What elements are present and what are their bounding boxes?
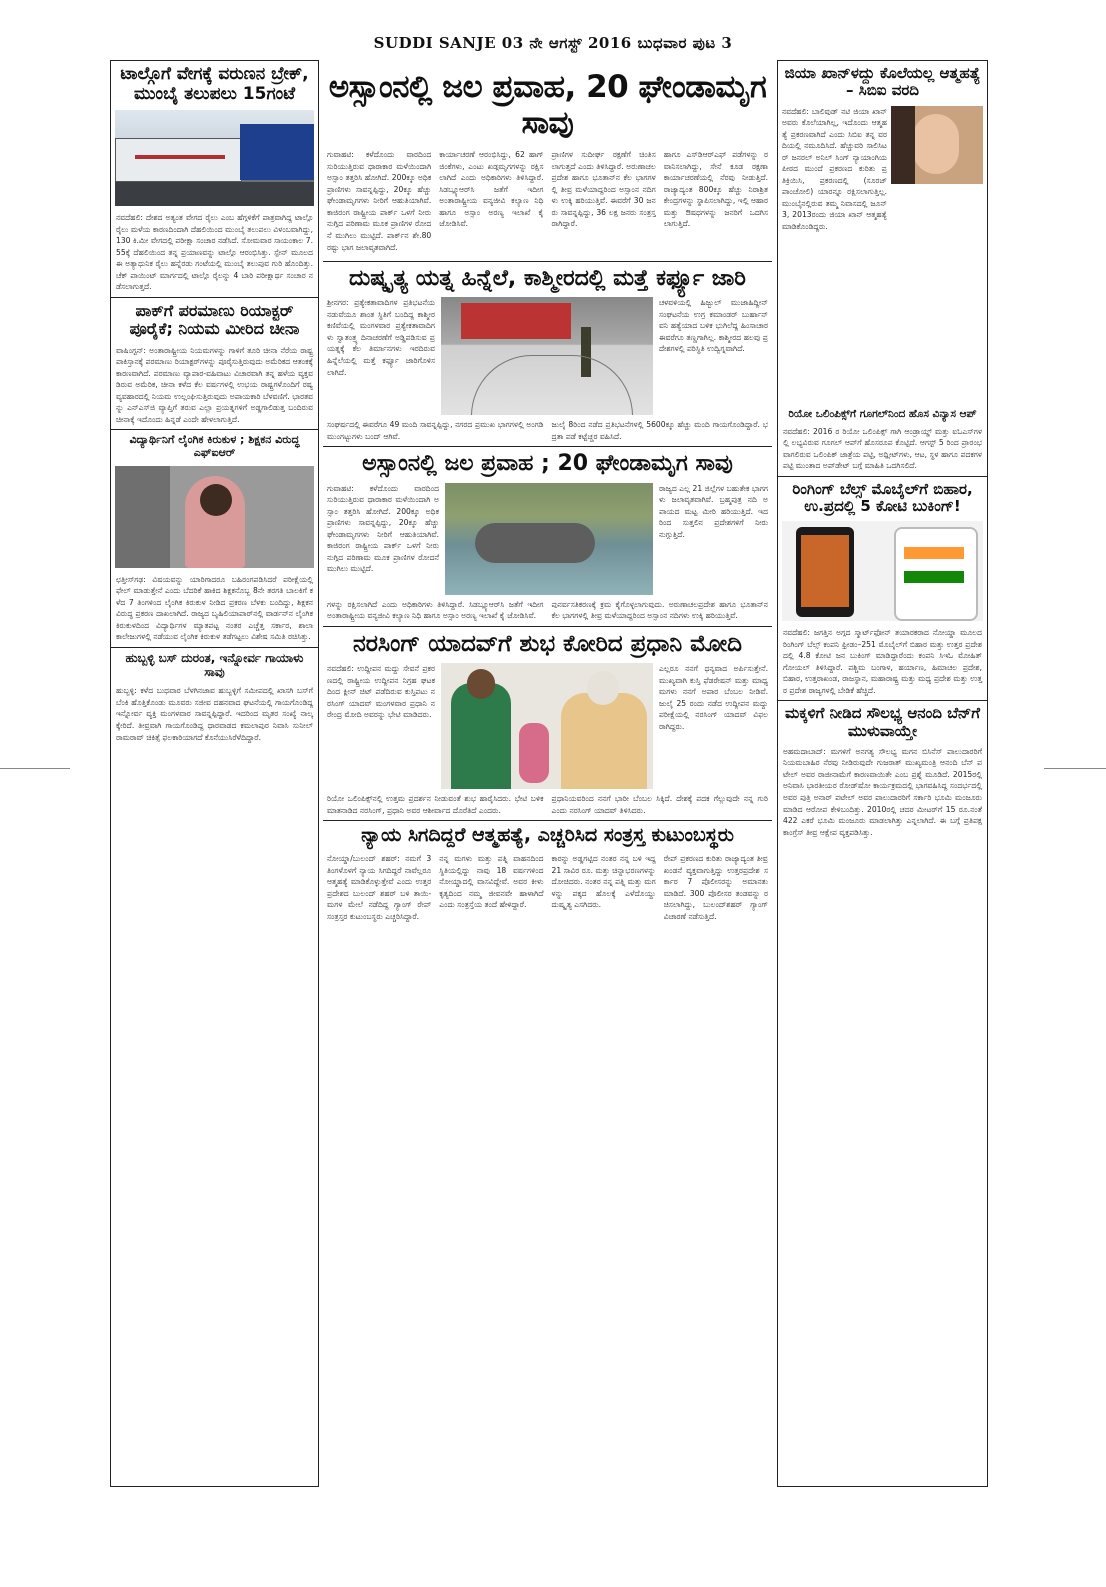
headline-anandiben: ಮಕ್ಕಳಿಗೆ ನೀಡಿದ ಸೌಲಭ್ಯ ಆನಂದಿ ಬೆನ್‌ಗೆ ಮುಳುವಾಯ್ತೇ — [785, 704, 980, 740]
ringing-bells-article: ನವದೆಹಲಿ: ಜಗತ್ತಿನ ಅಗ್ಗದ ಸ್ಮಾರ್ಟ್‌ಫೋನ್ ತಯಾರಕರಾದ ನೋಯ್ಡಾ ಮೂಲದ ರಿಂಗಿಂಗ್ ಬೆಲ್ಸ್ ಕಂಪನಿ ಫ್ರೀಡಂ–251 ಮೊಬೈಲ್‌ಗೆ ಬಿಹಾರ ಮತ್ತು ಉತ್ತರ ಪ್ರದೇಶದಲ್ಲಿ 4.8 ಕೋಟಿ ಜನ ಬುಕಿಂಗ್ ಮಾಡಿದ್ದಾರೆಂದು ಕಂಪನಿ ಸಿಇಓ ಮೋಹಿತ್ ಗೋಯಲ್ ತಿಳಿಸಿದ್ದಾರೆ. ಪಶ್ಚಿಮ ಬಂಗಾಳ, ಹರ್ಯಾಣ, ಹಿಮಾಚಲ ಪ್ರದೇಶ, ಬಿಹಾರ, ಉತ್ತರಾಖಂಡ, ರಾಜಸ್ಥಾನ, ಮಹಾರಾಷ್ಟ್ರ ಮತ್ತು ಮಧ್ಯ ಪ್ರದೇಶ ಮತ್ತು ಉತ್ತರ ಪ್ರದೇಶ ರಾಜ್ಯಗಳಲ್ಲಿ ಬೇಡಿಕೆ ಹೆಚ್ಚಿದೆ. — [783, 628, 982, 695]
rhino-flood-photo — [445, 483, 653, 595]
jiah-article: ನವದೆಹಲಿ: ಬಾಲಿವುಡ್ ನಟಿ ಜಿಯಾ ಖಾನ್ ಅವರು ಕೊಲೆಯಾಗಿಲ್ಲ, ಇದೊಂದು ಆತ್ಮಹತ್ಯೆ ಪ್ರಕರಣವಾಗಿದೆ ಎಂದು ಸಿಬಿಐ ತನ್ನ ವರದಿಯಲ್ಲಿ ನಮೂದಿಸಿದೆ. ಹೆಚ್ಚುವರಿ ಸಾಲಿಸಿಟರ್ ಜನರಲ್ ಅನಿಲ್ ಸಿಂಗ್ ನ್ಯಾಯಾಂಗಿಯ ಪೀಠದ ಮುಂದೆ ಪ್ರಕರಣದ ಕುರಿತು ಪ್ರತಿಕ್ರಿಯಿಸಿ, ಪ್ರಕರಣದಲ್ಲಿ (ಸೂರಜ್ ಪಾಂಚೋಲಿ) ಯಾರನ್ನೂ ರಕ್ಷಿಸಲಾಗುತ್ತಿಲ್ಲ. ಮುಂಬೈನಲ್ಲಿರುವ ತಮ್ಮ ನಿವಾಸದಲ್ಲಿ ಜೂನ್ 3, 2013ರಂದು ಜಿಯಾ ಖಾನ್ ಆತ್ಮಹತ್ಯೆ ಮಾಡಿಕೊಂಡಿದ್ದರು. — [782, 106, 887, 231]
bulandshahr-col3: ಕಾರನ್ನು ಅಡ್ಡಗಟ್ಟಿದ ನಂತರ ನನ್ನ ಬಳಿ ಇದ್ದ 21 ಸಾವಿರ ರೂ. ಮತ್ತು ಚಿನ್ನಾಭರಣಗಳನ್ನು ದೋಚಿದರು. ನಂತರ ನನ್ನ ಪತ್ನಿ ಮತ್ತು ಮಗಳನ್ನು ಪಕ್ಕದ ಹೊಲಕ್ಕೆ ಎಳೆದೊಯ್ದು ದುಷ್ಕೃತ್ಯ ಎಸಗಿದರು. — [551, 854, 656, 910]
modi-col1: ನವದೆಹಲಿ: ಉದ್ದೀಪನ ಮದ್ದು ಸೇವನೆ ಪ್ರಕರಣದಲ್ಲಿ ರಾಷ್ಟ್ರೀಯ ಉದ್ದೀಪನ ನಿಗ್ರಹ ಘಟಕದಿಂದ ಕ್ಲೀನ್ ಚಿಟ್ ಪಡೆದಿರುವ ಕುಸ್ತಿಪಟು ನರಸಿಂಗ್ ಯಾದವ್ ಮಂಗಳವಾರ ಪ್ರಧಾನಿ ನರೇಂದ್ರ ಮೋದಿ ಅವರನ್ನು ಭೇಟಿ ಮಾಡಿದರು. — [327, 664, 435, 720]
modi-lower-col1: ರಿಯೋ ಒಲಿಂಪಿಕ್ಸ್‌ನಲ್ಲಿ ಉತ್ತಮ ಪ್ರದರ್ಶನ ನೀಡುವಂತೆ ಶುಭ ಹಾರೈಸಿದರು. ಭೇಟಿ ಬಳಿಕ ಮಾತನಾಡಿದ ನರಸಿಂಗ್, ಪ್ರಧಾನಿ ಅವರ ಆಶೀರ್ವಾದ ದೊರೆತಿದೆ ಎಂದರು. — [327, 794, 544, 815]
headline-bus-tragedy: ಹುಬ್ಬಳ್ಳಿ ಬಸ್ ದುರಂತ, ಇನ್ನೋರ್ವ ಗಾಯಾಳು ಸಾವು — [125, 650, 304, 679]
anandiben-article: ಅಹಮದಾಬಾದ್: ಮಗಳಿಗೆ ಅನಗತ್ಯ ಸೌಲಭ್ಯ ಮಗನ ಬಿಸಿನೆಸ್ ಪಾಲುದಾರರಿಗೆ ನಿಯಮಬಾಹಿರ ನೆರವು ನೀಡಿರುವುದೇ ಗುಜರಾತ್ ಮುಖ್ಯಮಂತ್ರಿ ಆನಂದಿ ಬೆನ್ ಪಟೇಲ್ ಅವರ ರಾಜೀನಾಮೆಗೆ ಕಾರಣವಾಯಿತೇ ಎಂಬ ಪ್ರಶ್ನೆ ಮೂಡಿದೆ. 2015ರಲ್ಲಿ ಅನಿವಾಸಿ ಭಾರತೀಯರ ರೋಡ್‌ಷೋ ಕಾರ್ಯಕ್ರಮದಲ್ಲಿ ಭಾಗವಹಿಸಿದ್ದ ಸಂದರ್ಭದಲ್ಲಿ ಅವರ ಪುತ್ರಿ ಅನಾರ್ ಪಟೇಲ್ ಅವರ ಪಾಲುದಾರರಿಗೆ ಸರ್ಕಾರಿ ಭೂಮಿ ಮಂಜೂರು ಮಾಡಿದ ಆರೋಪ ಕೇಳಿಬಂದಿತ್ತು. 2010ರಲ್ಲಿ ಚದರ ಮೀಟರ್‌ಗೆ 15 ರೂ.ನಂತೆ 422 ಎಕರೆ ಭೂಮಿ ಮಂಜೂರು ಮಾಡಲಾಗಿತ್ತು ಎನ್ನಲಾಗಿದೆ. ಈ ಬಗ್ಗೆ ಪ್ರತಿಪಕ್ಷ ಕಾಂಗ್ರೆಸ್ ತೀವ್ರ ಆಕ್ಷೇಪ ವ್ಯಕ್ತಪಡಿಸಿತ್ತು. — [783, 746, 982, 837]
divider — [323, 626, 772, 627]
divider — [778, 700, 987, 701]
divider — [111, 429, 318, 430]
modi-lower-col2: ಪ್ರಧಾನಿಯವರಿಂದ ನನಗೆ ಭಾರೀ ಬೆಂಬಲ ಸಿಕ್ಕಿದೆ. ದೇಶಕ್ಕೆ ಪದಕ ಗೆಲ್ಲುವುದೇ ನನ್ನ ಗುರಿ ಎಂದು ನರಸಿಂಗ್ ಯಾದವ್ ತಿಳಿಸಿದರು. — [551, 794, 768, 815]
modi-narsingh-photo — [441, 663, 653, 789]
kashmir-curfew-photo — [441, 297, 653, 415]
kashmir-lower — [323, 415, 772, 442]
assam-lead-col2: ಕಾರ್ಯಾಚರಣೆ ಆರಂಭಿಸಿದ್ದು, 62 ಹಾಗ್ ಜಿಂಕೆಗಳು, ಎಂಟು ಖಡ್ಗಮೃಗಗಳನ್ನು ರಕ್ಷಿಸಲಾಗಿದೆ ಎಂದು ಅಧಿಕಾರಿಗಳು ತಿಳಿಸಿದ್ದಾರೆ. ಸಿಡಬ್ಲ್ಯೂಆರ್‌ಸಿ ಜತೆಗೆ ಇದೀಗ ಅಂತಾರಾಷ್ಟ್ರೀಯ ವನ್ಯಜೀವಿ ಕಲ್ಯಾಣ ನಿಧಿ ಹಾಗೂ ಅಸ್ಸಾಂ ಅರಣ್ಯ ಇಲಾಖೆ ಕೈ ಜೋಡಿಸಿವೆ. — [439, 150, 544, 229]
jiah-block — [778, 106, 987, 406]
assam2-block — [323, 483, 772, 595]
margin-rule-left — [0, 768, 70, 769]
assam2-col3: ರಾಜ್ಯದ ಎಲ್ಲ 21 ಜಿಲ್ಲೆಗಳ ಬಹುತೇಕ ಭಾಗಗಳು ಜಲಾವೃತವಾಗಿವೆ. ಬ್ರಹ್ಮಪುತ್ರ ನದಿ ಅಪಾಯದ ಮಟ್ಟ ಮೀರಿ ಹರಿಯುತ್ತಿದೆ. ಇದರಿಂದ ಸುತ್ತಲಿನ ಪ್ರದೇಶಗಳಿಗೆ ನೀರು ನುಗ್ಗುತ್ತಿದೆ. — [659, 483, 768, 539]
headline-assam-flood: ಅಸ್ಸಾಂನಲ್ಲಿ ಜಲ ಪ್ರವಾಹ, 20 ಘೇಂಡಾಮೃಗ ಸಾವು — [328, 69, 767, 141]
left-column — [110, 60, 319, 1487]
center-column — [323, 60, 772, 1487]
bulandshahr-col1: ನೋಯ್ಡಾ/ಬುಲಂದ್ ಶಹರ್: ನಮಗೆ 3 ತಿಂಗಳೊಳಗೆ ನ್ಯಾಯ ಸಿಗದಿದ್ದರೆ ನಾವೆಲ್ಲರೂ ಆತ್ಮಹತ್ಯೆ ಮಾಡಿಕೊಳ್ಳುತ್ತೇವೆ ಎಂದು ಉತ್ತರಪ್ರದೇಶದ ಬುಲಂದ್ ಶಹರ್ ಬಳಿ ತಾಯಿ-ಮಗಳ ಮೇಲೆ ನಡೆದಿದ್ದ ಗ್ಯಾಂಗ್ ರೇಪ್ ಸಂತ್ರಸ್ತರ ಕುಟುಂಬಸ್ಥರು ಎಚ್ಚರಿಸಿದ್ದಾರೆ. — [327, 854, 432, 921]
bulandshahr-col2: ನನ್ನ ಮಗಳು ಮತ್ತು ಪತ್ನಿ ವಾಹನದಿಂದ ಸ್ಥಿತಿಯಲ್ಲಿದ್ದು ನಾವು 18 ವರ್ಷಗಳಿಂದ ನೋಯ್ಡಾದಲ್ಲಿ ವಾಸವಿದ್ದೇವೆ. ಅವರ ಕೀಳು ಕೃತ್ಯದಿಂದ ನಮ್ಮ ಜೀವನವೇ ಹಾಳಾಗಿದೆ ಎಂದು ಸಂತ್ರಸ್ತೆಯ ತಂದೆ ಹೇಳಿದ್ದಾರೆ. — [439, 854, 544, 910]
assam-lead-col4: ಹಾಗೂ ಎಸ್‌ಡಿಆರ್‌ಎಫ್ ಪಡೆಗಳನ್ನು ರವಾನಿಸಲಾಗಿದ್ದು, ಸೇನೆ ಕೂಡ ರಕ್ಷಣಾ ಕಾರ್ಯಾಚರಣೆಯಲ್ಲಿ ನೆರವು ನೀಡುತ್ತಿದೆ. ರಾಜ್ಯಾದ್ಯಂತ 800ಕ್ಕೂ ಹೆಚ್ಚು ನಿರಾಶ್ರಿತ ಕೇಂದ್ರಗಳನ್ನು ಸ್ಥಾಪಿಸಲಾಗಿದ್ದು, ಇಲ್ಲಿ ಆಹಾರ ಮತ್ತು ಔಷಧಗಳನ್ನು ಜನರಿಗೆ ಒದಗಿಸಲಾಗುತ್ತಿದೆ. — [663, 150, 768, 229]
assam2-lower-col1: ಗಳನ್ನು ರಕ್ಷಿಸಲಾಗಿದೆ ಎಂದು ಅಧಿಕಾರಿಗಳು ತಿಳಿಸಿದ್ದಾರೆ. ಸಿಡಬ್ಲ್ಯೂಆರ್‌ಸಿ ಜತೆಗೆ ಇದೀಗ ಅಂತಾರಾಷ್ಟ್ರೀಯ ವನ್ಯಜೀವಿ ಕಲ್ಯಾಣ ನಿಧಿ ಹಾಗೂ ಅಸ್ಸಾಂ ಅರಣ್ಯ ಇಲಾಖೆ ಕೈ ಜೋಡಿಸಿವೆ. — [327, 599, 544, 621]
headline-ringing-bells: ರಿಂಗಿಂಗ್ ಬೆಲ್ಸ್ ಮೊಬೈಲ್‌ಗೆ ಬಿಹಾರ, ಉ.ಪ್ರದಲ್ಲಿ 5 ಕೋಟಿ ಬುಕಿಂಗ್! — [792, 479, 973, 515]
headline-kashmir-curfew: ದುಷ್ಕೃತ್ಯ ಯತ್ನ ಹಿನ್ನೆಲೆ, ಕಾಶ್ಮೀರದಲ್ಲಿ ಮತ್ತೆ ಕರ್ಫ್ಯೂ ಜಾರಿ — [349, 266, 746, 292]
headline-talgo: ಟಾಲ್ಗೊಗೆ ವೇಗಕ್ಕೆ ವರುಣನ ಬ್ರೇಕ್, ಮುಂಬೈ ತಲುಪಲು 15ಗಂಟೆ — [120, 64, 309, 104]
headline-harassment: ವಿದ್ಯಾರ್ಥಿನಿಗೆ ಲೈಂಗಿಕ ಕಿರುಕುಳ ; ಶಿಕ್ಷಕನ ವಿರುದ್ಧ ಎಫ್‌ಐಆರ್ — [129, 433, 300, 459]
assam-lead-columns — [323, 149, 772, 253]
bus-tragedy-article: ಹುಬ್ಬಳ್ಳಿ: ಕಳೆದ ಬುಧವಾರ ಬೆಳಗಿನಜಾವ ಹುಬ್ಬಳ್ಳಿಗೆ ಸಮೀಪದಲ್ಲಿ ಖಾಸಗಿ ಬಸ್‌ಗೆ ಬೆಂಕಿ ಹೊತ್ತಿಕೊಂಡು ಮೂವರು ಸಜೀವ ದಹನವಾದ ಘಟನೆಯಲ್ಲಿ ಗಾಯಗೊಂಡಿದ್ದ ಇನ್ನೋರ್ವ ವ್ಯಕ್ತಿ ಮಂಗಳವಾರ ಸಾವನ್ನಪ್ಪಿದ್ದಾರೆ. ಇದರಿಂದ ಮೃತರ ಸಂಖ್ಯೆ ನಾಲ್ಕಕ್ಕೇರಿದೆ. ತೀವ್ರವಾಗಿ ಗಾಯಗೊಂಡಿದ್ದ ಧಾರವಾಡದ ಕಮಲಾಪುರ ನಿವಾಸಿ ಸುನೀಲ್ ರಾಮರಾವ್ ಚಿಕಿತ್ಸೆ ಫಲಕಾರಿಯಾಗದೆ ಕೊನೆಯುಸಿರೆಳೆದಿದ್ದಾರೆ. — [116, 686, 313, 742]
assam-lead-col1: ಗುವಾಹಟಿ: ಕಳೆದೊಂದು ವಾರದಿಂದ ಸುರಿಯುತ್ತಿರುವ ಧಾರಾಕಾರ ಮಳೆಯಿಂದಾಗಿ ಅಸ್ಸಾಂ ತತ್ತರಿಸಿ ಹೋಗಿದೆ. 200ಕ್ಕೂ ಅಧಿಕ ಪ್ರಾಣಿಗಳು ಸಾವನ್ನಪ್ಪಿದ್ದು, 20ಕ್ಕೂ ಹೆಚ್ಚು ಘೇಂಡಾಮೃಗಗಳು ನೀರಿಗೆ ಆಹುತಿಯಾಗಿವೆ. ಕಾಜಿರಂಗ ರಾಷ್ಟ್ರೀಯ ಪಾರ್ಕ್ ಒಳಗೆ ನೀರು ನುಗ್ಗಿದ ಪರಿಣಾಮ ಮೂಕ ಪ್ರಾಣಿಗಳ ರೋದನೆ ಮುಗಿಲು ಮುಟ್ಟಿದೆ. ಪಾರ್ಕ್‌ನ ಶೇ.80 ರಷ್ಟು ಭಾಗ ಜಲಾವೃತವಾಗಿದೆ. — [327, 150, 432, 252]
divider — [323, 261, 772, 262]
headline-china-pak: ಪಾಕ್‌ಗೆ ಪರಮಾಣು ರಿಯಾಕ್ಟರ್ ಪೂರೈಕೆ; ನಿಯಮ ಮೀರಿದ ಚೀನಾ — [129, 300, 300, 339]
modi-block — [323, 663, 772, 789]
assam2-col1: ಗುವಾಹಟಿ: ಕಳೆದೊಂದು ವಾರದಿಂದ ಸುರಿಯುತ್ತಿರುವ ಧಾರಾಕಾರ ಮಳೆಯಿಂದಾಗಿ ಅಸ್ಸಾಂ ತತ್ತರಿಸಿ ಹೋಗಿದೆ. 200ಕ್ಕೂ ಅಧಿಕ ಪ್ರಾಣಿಗಳು ಸಾವನ್ನಪ್ಪಿದ್ದು, 20ಕ್ಕೂ ಹೆಚ್ಚು ಘೇಂಡಾಮೃಗಗಳು ನೀರಿಗೆ ಆಹುತಿಯಾಗಿವೆ. ಕಾಜಿರಂಗ ರಾಷ್ಟ್ರೀಯ ಪಾರ್ಕ್ ಒಳಗೆ ನೀರು ನುಗ್ಗಿದ ಪರಿಣಾಮ ಮೂಕ ಪ್ರಾಣಿಗಳ ರೋದನೆ ಮುಗಿಲು ಮುಟ್ಟಿದೆ. — [327, 483, 439, 574]
smartphone-photo — [782, 521, 983, 621]
kashmir-lower-col2: ಜುಲೈ 8ರಿಂದ ನಡೆದ ಪ್ರತಿಭಟನೆಗಳಲ್ಲಿ 5600ಕ್ಕೂ ಹೆಚ್ಚು ಮಂದಿ ಗಾಯಗೊಂಡಿದ್ದಾರೆ. ಭದ್ರತಾ ಪಡೆ ಕಟ್ಟೆಚ್ಚರ ವಹಿಸಿದೆ. — [551, 420, 768, 441]
divider — [778, 476, 987, 477]
assam-lead-col3: ಪ್ರಾಣಿಗಳ ಸುದೀರ್ಘ ರಕ್ಷಣೆಗೆ ಚಿಂತಿಸಲಾಗುತ್ತದೆ ಎಂದು ತಿಳಿಸಿದ್ದಾರೆ. ಅರುಣಾಚಲಪ್ರದೇಶ ಹಾಗೂ ಭೂತಾನ್‌ನ ಕೆಲ ಭಾಗಗಳಲ್ಲಿ ತೀವ್ರ ಮಳೆಯಾದ್ದರಿಂದ ಅಸ್ಸಾಂನ ನದಿಗಳು ಉಕ್ಕಿ ಹರಿಯುತ್ತಿವೆ. ಈವರೆಗೆ 30 ಜನರು ಸಾವನ್ನಪ್ಪಿದ್ದು, 36 ಲಕ್ಷ ಜನರು ಸಂತ್ರಸ್ತರಾಗಿದ್ದಾರೆ. — [551, 150, 656, 229]
headline-jiah-khan: ಜಿಯಾ ಖಾನ್‌ಳದ್ದು ಕೊಲೆಯಲ್ಲ ಆತ್ಮಹತ್ಯೆ – ಸಿಬಿಐ ವರದಿ — [784, 64, 981, 100]
right-column — [777, 60, 988, 1487]
kashmir-col3: ಚಳವಳಿಯಲ್ಲಿ ಹಿಜ್ಬುಲ್ ಮುಜಾಹಿದ್ದೀನ್ ಸಂಘಟನೆಯ ಉಗ್ರ ಕಮಾಂಡರ್ ಬುರ್ಹಾನ್ ವನಿ ಹತ್ಯೆಯಾದ ಬಳಿಕ ಭುಗಿಲೆದ್ದ ಹಿಂಸಾಚಾರ ಈವರೆಗೂ ತಣ್ಣಗಾಗಿಲ್ಲ. ಕಾಶ್ಮೀರದ ಹಲವು ಪ್ರದೇಶಗಳಲ್ಲಿ ಪರಿಸ್ಥಿತಿ ಉದ್ವಿಗ್ನವಾಗಿದೆ. — [659, 298, 768, 354]
margin-rule-right — [1044, 768, 1106, 769]
headline-modi-narsingh: ನರಸಿಂಗ್ ಯಾದವ್‌ಗೆ ಶುಭ ಕೋರಿದ ಪ್ರಧಾನಿ ಮೋದಿ — [352, 630, 743, 657]
assam2-lower-col2: ಪುನರ್ವಸತಿಕರಣಕ್ಕೆ ಕ್ರಮ ಕೈಗೊಳ್ಳಲಾಗುವುದು. ಅರುಣಾಚಲಪ್ರದೇಶ ಹಾಗೂ ಭೂತಾನ್‌ನ ಕೆಲ ಭಾಗಗಳಲ್ಲಿ ತೀವ್ರ ಮಳೆಯಾದ್ದರಿಂದ ಅಸ್ಸಾಂನ ನದಿಗಳು ಉಕ್ಕಿ ಹರಿಯುತ್ತಿವೆ. — [551, 599, 768, 621]
kashmir-lower-col1: ಸಂಘರ್ಷದಲ್ಲಿ ಈವರೆಗೂ 49 ಮಂದಿ ಸಾವನ್ನಪ್ಪಿದ್ದು, ನಗರದ ಪ್ರಮುಖ ಭಾಗಗಳಲ್ಲಿ ಅಂಗಡಿ ಮುಂಗಟ್ಟುಗಳು ಬಂದ್ ಆಗಿವೆ. — [327, 420, 544, 441]
google-rio-article: ನವದೆಹಲಿ: 2016 ರ ರಿಯೋ ಒಲಿಂಪಿಕ್ಸ್ ಗಾಗಿ ಆಂಡ್ರಾಯ್ಡ್ ಮತ್ತು ಐಓಎಸ್‌ಗಳಲ್ಲಿ ಲಭ್ಯವಿರುವ ಗೂಗಲ್ ಆಪ್‌ಗೆ ಹೊಸರೂಪ ಕೊಟ್ಟಿದೆ. ಆಗಸ್ಟ್ 5 ರಿಂದ ಪ್ರಾರಂಭವಾಗಲಿರುವ ಒಲಿಂಪಿಕ್ ಜಾತ್ರೆಯ ಪಟ್ಟಿ, ಅಥ್ಲೀಟ್‌ಗಳು, ಆಟ, ಸ್ಥಳ ಹಾಗೂ ಪದಕಗಳ ಪಟ್ಟಿ ಮುಂತಾದ ಅಪ್‌ಡೇಟ್ ಬಗ್ಗೆ ಮಾಹಿತಿ ಒದಗಿಸಲಿದೆ. — [783, 426, 982, 471]
assam2-lower — [323, 595, 772, 622]
talgo-article: ನವದೆಹಲಿ: ದೇಶದ ಅತ್ಯಂತ ವೇಗದ ರೈಲು ಎಂಬ ಹೆಗ್ಗಳಿಕೆಗೆ ಪಾತ್ರವಾಗಿದ್ದ ಟಾಲ್ಗೊ ರೈಲು ಮಳೆಯ ಕಾರಣದಿಂದಾಗಿ ದೆಹಲಿಯಿಂದ ಮುಂಬೈ ತಲುಪಲು ವಿಳಂಬವಾಗಿದ್ದು, 130 ಕಿ.ಮೀ ವೇಗದಲ್ಲಿ ಪರೀಕ್ಷಾ ಸಂಚಾರ ನಡೆಸಿದೆ. ಸೋಮವಾರ ಸಾಯಂಕಾಲ 7.55ಕ್ಕೆ ದೆಹಲಿಯಿಂದ ತನ್ನ ಪ್ರಯಾಣವನ್ನು ಟಾಲ್ಗೊ ಆರಂಭಿಸಿತ್ತು. ಸ್ಪೇನ್ ಮೂಲದ ಈ ಅತ್ಯಾಧುನಿಕ ರೈಲು ಹನ್ನೆರಡು ಗಂಟೆಯಲ್ಲಿ ಮುಂಬೈ ತಲುಪುವ ಗುರಿ ಹೊಂದಿತ್ತು. ಚೆಕ್ ಪಾಯಿಂಟ್ ಮಾರ್ಗದಲ್ಲಿ ಟಾಲ್ಗೊ ರೈಲನ್ನು 4 ಬಾರಿ ಪರೀಕ್ಷಾರ್ಥ ಸಂಚಾರ ನಡೆಸಲಾಗುತ್ತದೆ. — [116, 213, 313, 292]
divider — [323, 820, 772, 821]
divider — [111, 297, 318, 298]
headline-bulandshahr: ನ್ಯಾಯ ಸಿಗದಿದ್ದರೆ ಆತ್ಮಹತ್ಯೆ, ಎಚ್ಚರಿಸಿದ ಸಂತ್ರಸ್ತ ಕುಟುಂಬಸ್ಥರು — [361, 824, 734, 847]
divider — [111, 647, 318, 648]
harassment-illustration — [115, 466, 314, 568]
headline-assam-flood-2: ಅಸ್ಸಾಂನಲ್ಲಿ ಜಲ ಪ್ರವಾಹ ; 20 ಘೇಂಡಾಮೃಗ ಸಾವು — [362, 451, 733, 477]
headline-google-rio: ರಿಯೋ ಒಲಿಂಪಿಕ್ಸ್‌ಗೆ ಗೂಗಲ್‌ನಿಂದ ಹೊಸ ವಿನ್ಯಾಸ ಆಪ್ — [788, 407, 977, 420]
masthead: SUDDI SANJE 03 ನೇ ಆಗಸ್ಟ್ 2016 ಬುಧವಾರ ಪುಟ 3 — [373, 34, 733, 52]
train-photo — [115, 110, 314, 206]
harassment-article: ಛತ್ತೀಸ್‌ಗಢ: ವಿಷಯವನ್ನು ಯಾರಿಗಾದರೂ ಬಹಿರಂಗಪಡಿಸಿದರೆ ಪರೀಕ್ಷೆಯಲ್ಲಿ ಫೇಲ್ ಮಾಡುತ್ತೇನೆ ಎಂದು ಬೆದರಿಕೆ ಹಾಕಿದ ಶಿಕ್ಷಕನೊಬ್ಬ 8ನೇ ತರಗತಿ ಬಾಲಕಿಗೆ ಕಳೆದ 7 ತಿಂಗಳಿಂದ ಲೈಂಗಿಕ ಕಿರುಕುಳ ನೀಡಿದ ಪ್ರಕರಣ ಬೆಳಕು ಬಂದಿದ್ದು, ಶಿಕ್ಷಕನ ವಿರುದ್ಧ ಪ್ರಕರಣ ದಾಖಲಾಗಿದೆ. ರಾಜ್ಯದ ಬೃಹಿಲಿಯಾಪಾರ್‌ನಲ್ಲಿ ವಾರ್ಡನ್‌ನ ಲೈಂಗಿಕ ಕಿರುಕುಳದಿಂದ ವಿದ್ಯಾರ್ಥಿಗಳ ಮ್ಯಾತಪಟ್ಟ ನಂತರ ಎಚ್ಚೆತ್ತ ಸರ್ಕಾರ, ಶಾಲಾ ಕಾಲೇಜುಗಳಲ್ಲಿ ನಡೆಯುವ ಲೈಂಗಿಕ ಕಿರುಕುಳ ತಡೆಗಟ್ಟಲು ವಿಶೇಷ ಸಮಿತಿ ರಚಿಸಿತ್ತು. — [116, 574, 313, 642]
kashmir-col1: ಶ್ರೀನಗರ: ಪ್ರತ್ಯೇಕತಾವಾದಿಗಳ ಪ್ರತಿಭಟನೆಯ ನಡುವೆಯೂ ಶಾಂತ ಸ್ಥಿತಿಗೆ ಬಂದಿದ್ದ ಕಾಶ್ಮೀರ ಕಣಿವೆಯಲ್ಲಿ ಮಂಗಳವಾರ ಪ್ರತ್ಯೇಕತಾವಾದಿಗಳು ಸ್ವಾತಂತ್ರ್ಯ ದಿನಾಚರಣೆಗೆ ಅಡ್ಡಿಪಡಿಸುವ ಪ್ರಯತ್ನಕ್ಕೆ ಕೆಲ ತಿರ್ಮಾನಗಳು ಇರದಿರುವ ಹಿನ್ನೆಲೆಯಲ್ಲಿ ಮತ್ತೆ ಕರ್ಫ್ಯೂ ಜಾರಿಗೊಳಿಸಲಾಗಿದೆ. — [327, 298, 435, 377]
jiah-khan-photo — [891, 106, 983, 184]
modi-lower — [323, 789, 772, 816]
modi-col3: ಎಲ್ಲರೂ ನನಗೆ ಧನ್ಯವಾದ ಅರ್ಪಿಸುತ್ತೇನೆ. ಮುಖ್ಯವಾಗಿ ಕುಸ್ತಿ ಫೆಡರೇಷನ್ ಮತ್ತು ಮಾಧ್ಯಮಗಳು ನನಗೆ ಅಪಾರ ಬೆಂಬಲ ನೀಡಿವೆ. ಜುಲೈ 25 ರಂದು ನಡೆದ ಉದ್ದೀಪನ ಮದ್ದು ಪರೀಕ್ಷೆಯಲ್ಲಿ ನರಸಿಂಗ್ ಯಾದವ್ ವಿಫಲರಾಗಿದ್ದರು. — [659, 664, 768, 731]
bulandshahr-col4: ರೇಪ್ ಪ್ರಕರಣದ ಕುರಿತು ರಾಜ್ಯಾದ್ಯಂತ ತೀವ್ರ ಖಂಡನೆ ವ್ಯಕ್ತವಾಗುತ್ತಿದ್ದು ಉತ್ತರಪ್ರದೇಶ ಸರ್ಕಾರ 7 ಪೊಲೀಸರನ್ನು ಅಮಾನತು ಮಾಡಿದೆ. 300 ಪೊಲೀಸರ ತಂಡವನ್ನು ರಚಿಸಲಾಗಿದ್ದು, ಬುಲಂದ್‌ಶಹರ್ ಗ್ಯಾಂಗ್ ವಿಚಾರಣೆ ನಡೆಸುತ್ತಿದೆ. — [663, 854, 768, 921]
divider — [323, 446, 772, 447]
kashmir-block — [323, 297, 772, 415]
bulandshahr-block — [323, 853, 772, 922]
china-pak-article: ವಾಷಿಂಗ್ಟನ್: ಅಂತಾರಾಷ್ಟ್ರೀಯ ನಿಯಮಗಳನ್ನು ಗಾಳಿಗೆ ತೂರಿ ಚೀನಾ ನೆರೆಯ ರಾಷ್ಟ್ರ ಪಾಕಿಸ್ತಾನಕ್ಕೆ ಪರಮಾಣು ರಿಯಾಕ್ಟರ್‌ಗಳನ್ನು ಪೂರೈಸುತ್ತಿರುವುದು ಅಮೆರಿಕದ ಆತಂಕಕ್ಕೆ ಕಾರಣವಾಗಿದೆ. ಪರಮಾಣು ವ್ಯಾಪಾರ-ವಹಿವಾಟು ವಿಚಾರವಾಗಿ ತನ್ನ ಹಳೆಯ ವ್ಯಕ್ತವಡಿರುವ ಅಮೆರಿಕ, ಚೀನಾ ಕಳೆದ ಕೆಲ ವರ್ಷಗಳಲ್ಲಿ ಉಭಯ ರಾಷ್ಟ್ರಗಳೊಂದಿಗೆ ರಷ್ಯ ವ್ಯವಹಾರದಲ್ಲಿ ನಿಯಮ ಉಲ್ಲಂಘಿಸುತ್ತಿರುವುದು ಅಪಾಯಕಾರಿ ಬೆಳವಣಿಗೆ. ಭಾರತವನ್ನು ಎನ್‌ಎಸ್‌ಜಿ ವ್ಯಾಪ್ತಿಗೆ ತರುವ ಎಲ್ಲಾ ಪ್ರಯತ್ನಗಳಿಗೆ ಅಡ್ಡಗಾಲಿಡುತ್ತ ಬಂದಿರುವ ಚೀನಾಕ್ಕೆ ಇದೊಂದು ಹಿನ್ನಡೆ ಎಂದೇ ಹೇಳಲಾಗುತ್ತಿದೆ. — [116, 345, 313, 424]
